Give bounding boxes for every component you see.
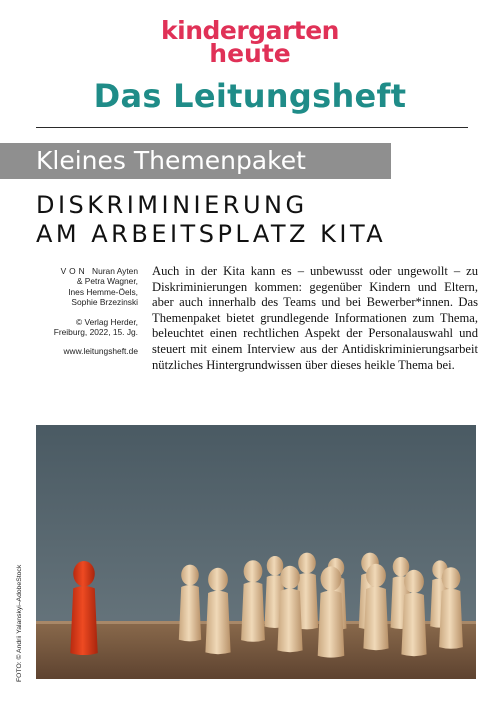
intro-text: Auch in der Kita kann es – unbewusst oder ungewollt – zu Diskriminierungen kommen: gegenüber Kindern und Eltern, aber auch innerhalb des Teams und bei Bewerber*innen. Das Themenpaket bietet grundlegende Informationen zum Thema, beleuchtet einen rechtlichen Aspekt der Personalauswahl und steuert mit einem Interview aus der Antidiskriminierungsarbeit nützliches Hintergrundwissen über dieses heikle Thema bei. [152,264,478,372]
article-headline [36,191,476,249]
by-label: VON [60,266,88,276]
author-3: Ines Hemme-Öels, [68,286,138,297]
website-link[interactable]: www.leitungsheft.de [63,346,138,357]
copyright-line-1: © Verlag Herder, [75,316,138,327]
magazine-title: Das Leitungsheft [93,77,407,115]
section-band-label: Kleines Themenpaket [36,146,306,175]
headline-line-2: AM ARBEITSPLATZ KITA [36,220,387,248]
red-figure [70,561,97,655]
headline-line-1: DISKRIMINIERUNG [36,191,308,219]
author-1: Nuran Ayten [92,266,138,276]
brand-kindergarten: kindergarten [161,16,339,45]
photo-credit: FOTO: © Andrii Yalanskyi–AdobeStock [16,564,23,682]
author-sidebar [36,266,138,357]
author-2: & Petra Wagner, [76,276,138,287]
cover-photo [36,425,476,679]
brand-heute: heute [209,39,291,68]
wooden-figures-illustration [36,425,476,679]
header-divider [36,127,468,128]
author-4: Sophie Brzezinski [71,297,138,308]
copyright-line-2: Freiburg, 2022, 15. Jg. [53,327,138,338]
